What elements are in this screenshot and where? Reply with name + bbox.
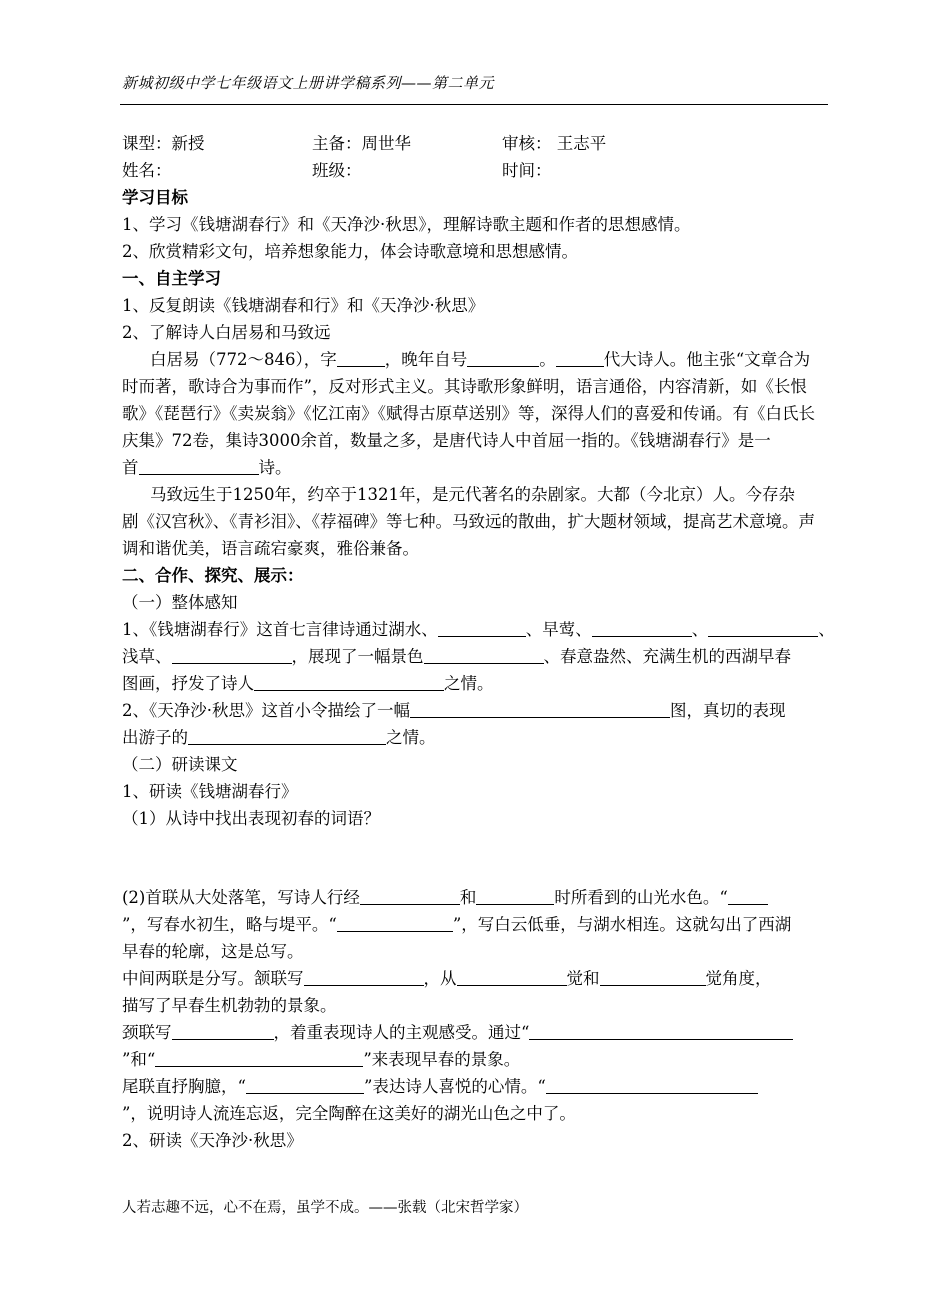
meta-row-1	[122, 130, 834, 157]
ma-paragraph-line: 调和谐优美，语言疏宕豪爽，雅俗兼备。	[122, 539, 419, 558]
answer-blank[interactable]	[476, 886, 554, 905]
ma-paragraph-line: 马致远生于1250年，约卒于1321年，是元代著名的杂剧家。大都（今北京）人。今存杂	[150, 485, 795, 504]
goals-heading: 学习目标	[122, 188, 188, 207]
study-item: 2、研读《天净沙·秋思》	[122, 1131, 303, 1150]
question-line: ”，说明诗人流连忘返，完全陶醉在这美好的湖光山色之中了。	[122, 1104, 576, 1123]
lead-teacher: 主备：周世华	[312, 134, 411, 153]
question-line: (2)首联从大处落笔，写诗人行经 和 时所看到的山光水色。“	[122, 884, 834, 911]
question-line: 早春的轮廓，这是总写。	[122, 942, 304, 961]
answer-blank[interactable]	[246, 1075, 364, 1094]
answer-blank[interactable]	[410, 699, 670, 718]
self-study-item: 1、反复朗读《钱塘湖春和行》和《天净沙·秋思》	[122, 296, 485, 315]
name-field-label: 姓名：	[122, 161, 172, 180]
reviewer: 审核： 王志平	[502, 134, 607, 153]
blank-pen-name[interactable]	[467, 348, 539, 367]
self-study-item: 2、了解诗人白居易和马致远	[122, 323, 331, 342]
goal-item: 2、欣赏精彩文句，培养想象能力，体会诗歌意境和思想感情。	[122, 242, 578, 261]
meta-row-2	[122, 157, 834, 184]
answer-blank[interactable]	[424, 645, 544, 664]
cooperate-heading: 二、合作、探究、展示：	[122, 566, 304, 585]
question-line: ”和“ ”来表现早春的景象。	[122, 1050, 521, 1069]
subsection-heading: （一）整体感知	[122, 593, 238, 612]
answer-blank[interactable]	[457, 967, 567, 986]
answer-blank[interactable]	[188, 726, 386, 745]
answer-blank[interactable]	[728, 886, 768, 905]
question-line: 描写了早春生机勃勃的景象。	[122, 996, 337, 1015]
worksheet-body	[122, 130, 834, 1154]
bai-paragraph-line: 时而著，歌诗合为事而作”，反对形式主义。其诗歌形象鲜明，语言通俗，内容清新，如《长恨	[122, 377, 807, 396]
bai-paragraph-line: 白居易（772～846），字 ，晚年自号 。 代大诗人。他主张“文章合为	[150, 350, 811, 369]
answer-blank[interactable]	[254, 672, 444, 691]
answer-space[interactable]	[122, 832, 834, 884]
study-question: （1）从诗中找出表现初春的词语？	[122, 809, 380, 828]
bai-paragraph-line: 庆集》72卷，集诗3000余首，数量之多，是唐代诗人中首屈一指的。《钱塘湖春行》是一	[122, 431, 771, 450]
question-line: 图画，抒发了诗人 之情。	[122, 674, 494, 693]
self-study-heading: 一、自主学习	[122, 269, 221, 288]
blank-dynasty[interactable]	[556, 348, 604, 367]
goal-item: 1、学习《钱塘湖春行》和《天净沙·秋思》，理解诗歌主题和作者的思想感情。	[122, 215, 691, 234]
answer-blank[interactable]	[600, 967, 706, 986]
answer-blank[interactable]	[546, 1075, 758, 1094]
lesson-type: 课型：新授	[122, 134, 205, 153]
answer-blank[interactable]	[172, 1021, 274, 1040]
answer-blank[interactable]	[304, 967, 424, 986]
blank-courtesy-name[interactable]	[337, 348, 385, 367]
question-line: 出游子的 之情。	[122, 728, 436, 747]
bai-paragraph-line: 歌》《琵琶行》《卖炭翁》《忆江南》《赋得古原草送别》等，深得人们的喜爱和传诵。有《白氏长	[122, 404, 815, 423]
answer-blank[interactable]	[708, 618, 818, 637]
answer-blank[interactable]	[360, 886, 460, 905]
footer-quote: 人若志趣不远，心不在焉，虽学不成。——张载（北宋哲学家）	[122, 1200, 528, 1216]
question-line: 浅草、 ，展现了一幅景色 、春意盎然、充满生机的西湖早春	[122, 647, 791, 666]
time-field-label: 时间：	[502, 161, 552, 180]
answer-blank[interactable]	[592, 618, 692, 637]
study-item: 1、研读《钱塘湖春行》	[122, 782, 298, 801]
blank-poem-type[interactable]	[139, 456, 259, 475]
question-line: 颈联写 ，着重表现诗人的主观感受。通过“	[122, 1019, 834, 1046]
question-line: 1、《钱塘湖春行》这首七言律诗通过湖水、 、早莺、 、 、	[122, 620, 835, 639]
question-line: 尾联直抒胸臆，“ ”表达诗人喜悦的心情。“	[122, 1073, 834, 1100]
class-field-label: 班级：	[312, 161, 362, 180]
answer-blank[interactable]	[438, 618, 526, 637]
ma-paragraph-line: 剧《汉宫秋》、《青衫泪》、《荐福碑》等七种。马致远的散曲，扩大题材领域，提高艺术意境。声	[122, 512, 815, 531]
answer-blank[interactable]	[155, 1048, 363, 1067]
answer-blank[interactable]	[337, 913, 453, 932]
answer-blank[interactable]	[172, 645, 292, 664]
subsection-heading: （二）研读课文	[122, 755, 238, 774]
answer-blank[interactable]	[529, 1021, 793, 1040]
question-line: 2、《天净沙·秋思》这首小令描绘了一幅 图，真切的表现	[122, 701, 786, 720]
question-line: 中间两联是分写。颔联写 ，从 觉和 觉角度，	[122, 969, 772, 988]
page-header: 新城初级中学七年级语文上册讲学稿系列——第二单元	[122, 74, 495, 92]
question-line: ”，写春水初生，略与堤平。“ ”，写白云低垂，与湖水相连。这就勾出了西湖	[122, 915, 792, 934]
header-divider	[120, 104, 828, 105]
bai-paragraph-line: 首 诗。	[122, 458, 292, 477]
